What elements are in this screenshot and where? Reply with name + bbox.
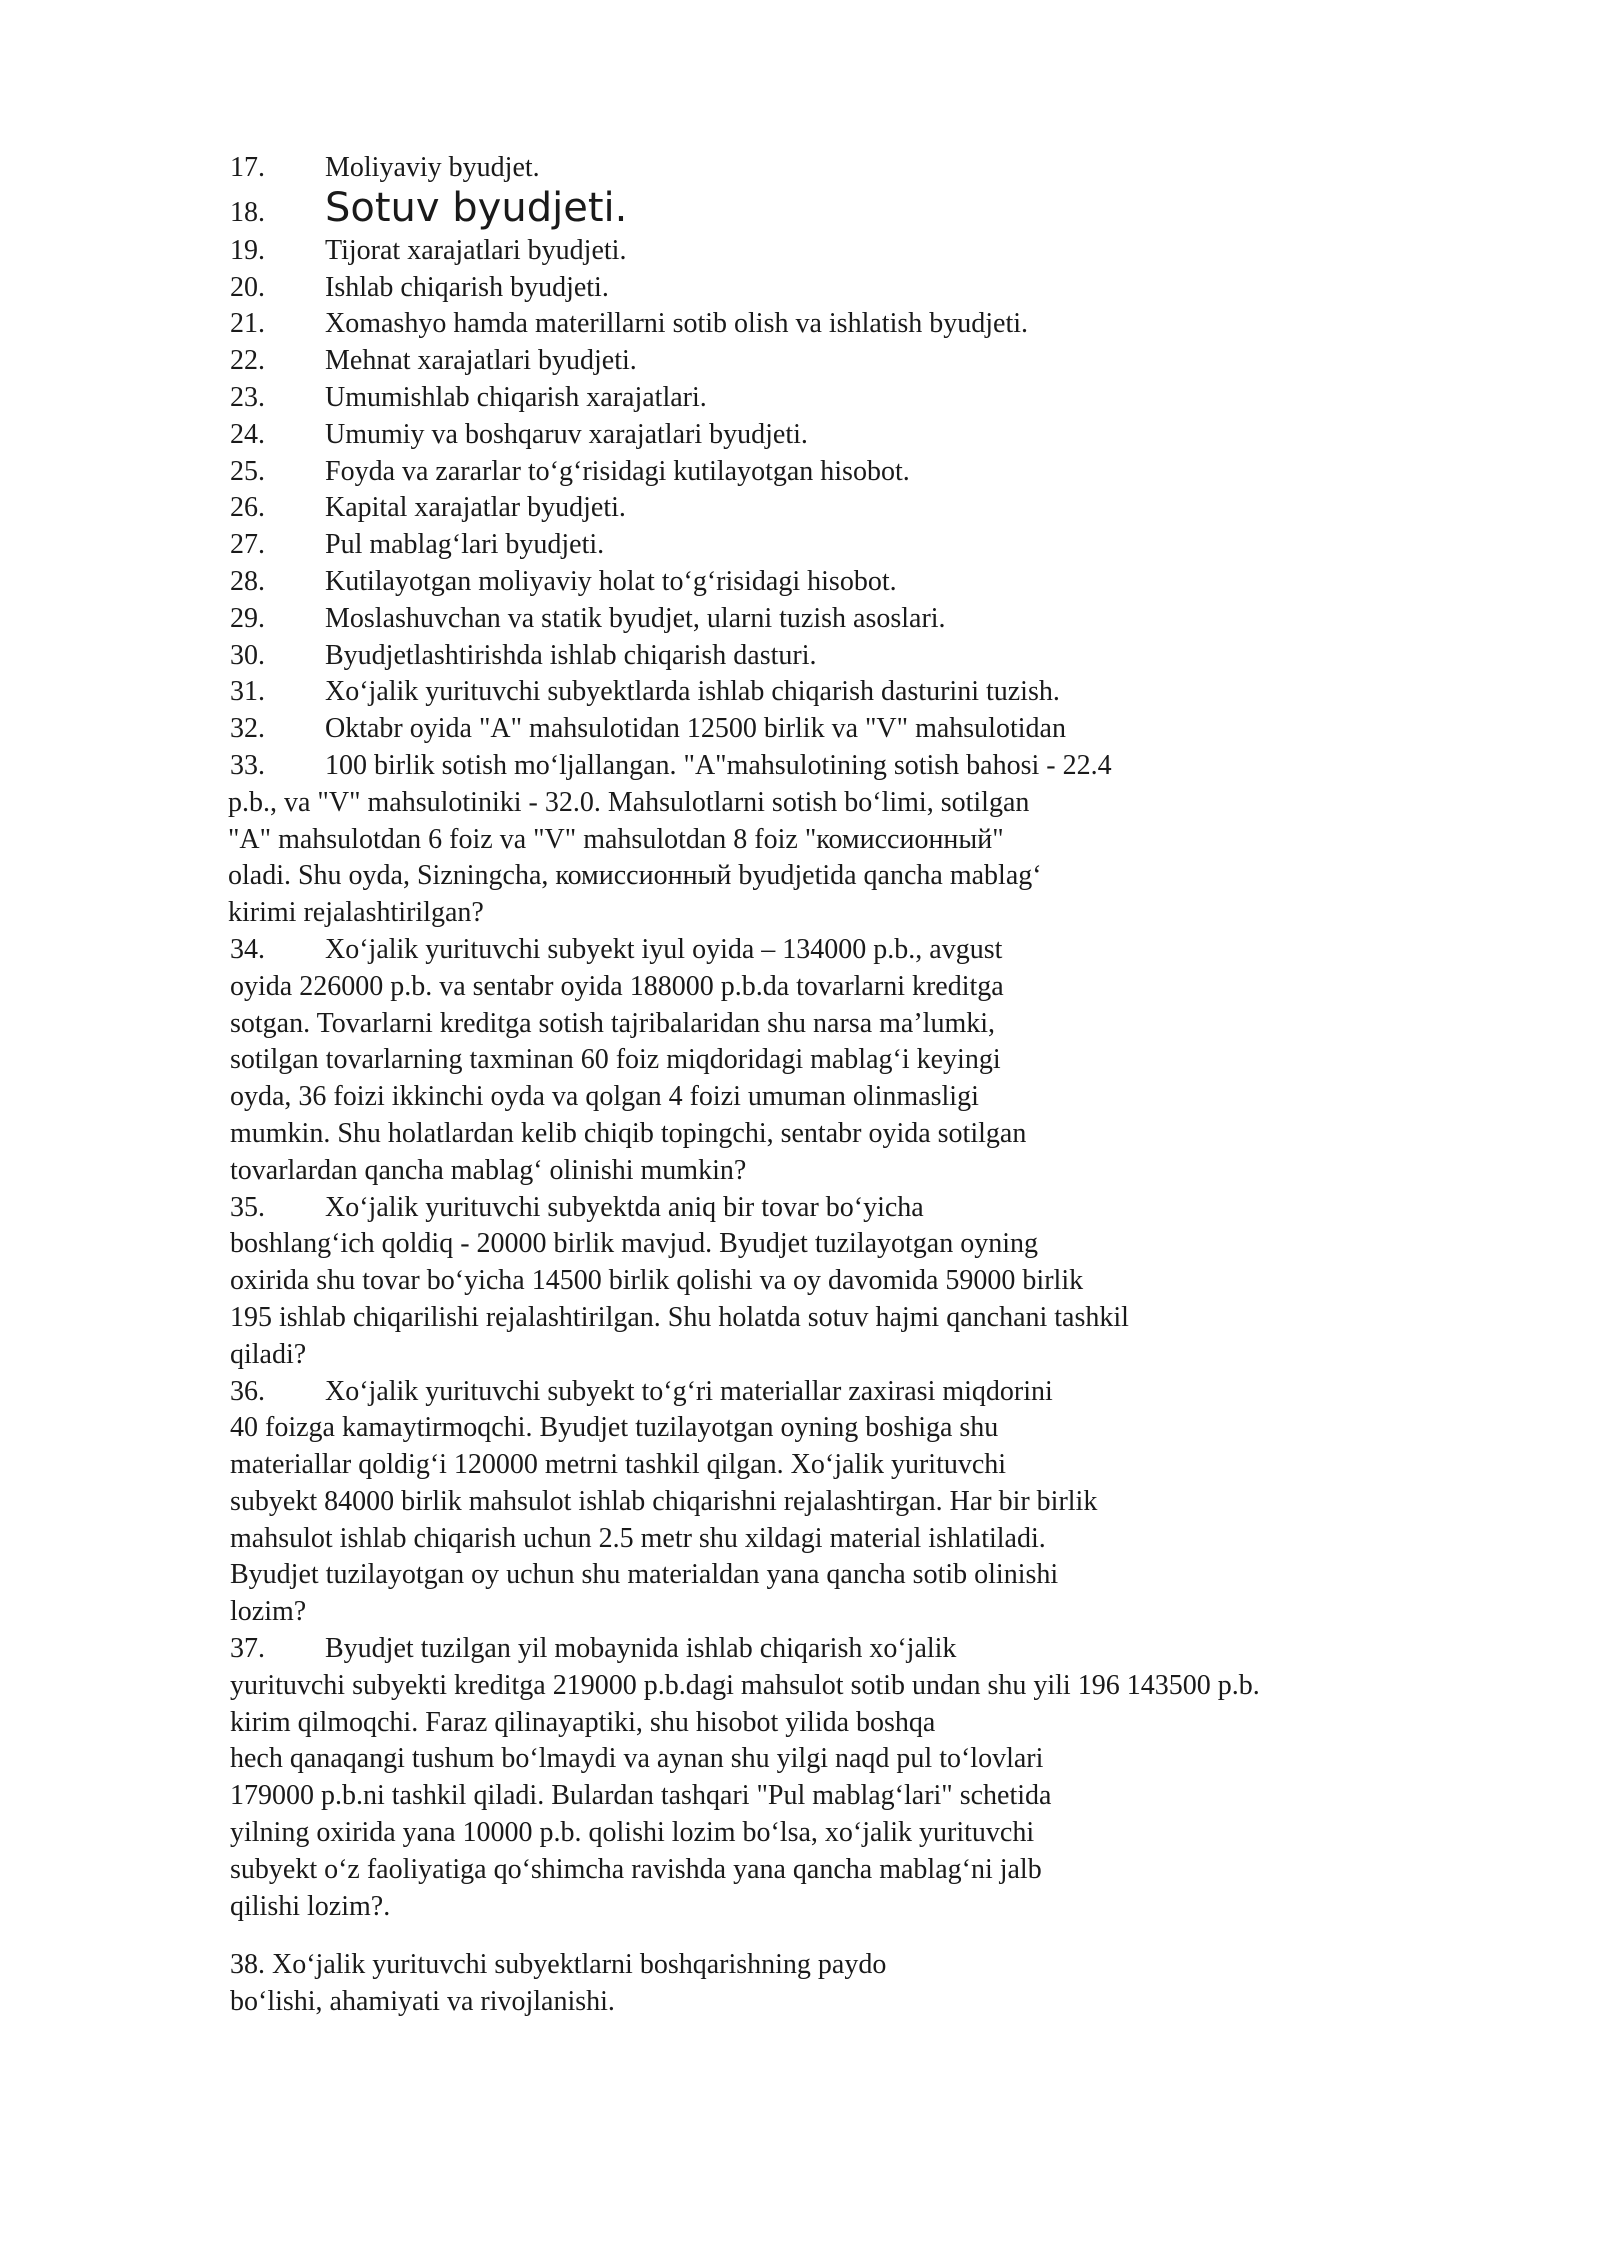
continuation-line: oladi. Shu oyda, Sizningcha, комиссионный byudjetida qancha mablag‘: [228, 860, 1042, 892]
list-item: [230, 748, 1470, 785]
item-number: 19.: [230, 234, 265, 266]
item-number: 24.: [230, 418, 265, 450]
list-item: [230, 711, 1470, 748]
continuation-line: sotilgan tovarlarning taxminan 60 foiz miqdoridagi mablag‘i keyingi: [230, 1044, 1001, 1076]
continuation-line: p.b., va "V" mahsulotiniki - 32.0. Mahsulotlarni sotish bo‘limi, sotilgan: [228, 786, 1030, 818]
item-number: 28.: [230, 565, 265, 597]
continuation-line: subyekt o‘z faoliyatiga qo‘shimcha ravishda yana qancha mablag‘ni jalb: [230, 1853, 1042, 1885]
continuation-line: Byudjet tuzilayotgan oy uchun shu materialdan yana qancha sotib olinishi: [230, 1559, 1059, 1591]
continuation-line: yilning oxirida yana 10000 p.b. qolishi lozim bo‘lsa, xo‘jalik yurituvchi: [230, 1817, 1035, 1849]
continuation-line: oxirida shu tovar bo‘yicha 14500 birlik qolishi va oy davomida 59000 birlik: [230, 1265, 1084, 1297]
item-text: Moliyaviy byudjet.: [325, 152, 540, 183]
list-item: [230, 184, 1470, 233]
item-text: Sotuv byudjeti.: [325, 184, 628, 231]
item-text: Kapital xarajatlar byudjeti.: [325, 492, 626, 524]
item-text: Ishlab chiqarish byudjeti.: [325, 271, 609, 303]
continuation-line: "A" mahsulotdan 6 foiz va "V" mahsulotdan 8 foiz "комиссионный": [228, 823, 1004, 855]
item-text: Byudjet tuzilgan yil mobaynida ishlab chiqarish xo‘jalik: [325, 1633, 957, 1665]
continuation-line: lozim?: [230, 1596, 307, 1628]
continuation-line: hech qanaqangi tushum bo‘lmaydi va aynan shu yilgi naqd pul to‘lovlari: [230, 1743, 1044, 1775]
list-item: [230, 527, 1470, 564]
list-item: [230, 674, 1470, 711]
continuation-line: qilishi lozim?.: [230, 1890, 391, 1922]
list-item: [230, 306, 1470, 343]
item-number: 31.: [230, 676, 265, 708]
item-text: Pul mablag‘lari byudjeti.: [325, 529, 605, 561]
item-text: Foyda va zararlar to‘g‘risidagi kutilayotgan hisobot.: [325, 455, 910, 487]
item-text: 100 birlik sotish mo‘ljallangan. "A"mahsulotining sotish bahosi - 22.4: [325, 749, 1112, 781]
item-text: Mehnat xarajatlari byudjeti.: [325, 345, 637, 377]
item-number: 34.: [230, 933, 265, 965]
item-number: 21.: [230, 308, 265, 340]
continuation-line: 40 foizga kamaytirmoqchi. Byudjet tuzilayotgan oyning boshiga shu: [230, 1412, 999, 1444]
continuation-line: kirim qilmoqchi. Faraz qilinayaptiki, shu hisobot yilida boshqa: [230, 1706, 936, 1738]
continuation-line: materiallar qoldig‘i 120000 metrni tashkil qilgan. Xo‘jalik yurituvchi: [230, 1449, 1007, 1481]
continuation-line: yurituvchi subyekti kreditga 219000 p.b.dagi mahsulot sotib undan shu yili 196 143500 p.b.: [230, 1669, 1260, 1701]
item-text: Tijorat xarajatlari byudjeti.: [325, 234, 627, 266]
item-number: 25.: [230, 455, 265, 487]
continuation-line: subyekt 84000 birlik mahsulot ishlab chiqarishni rejalashtirgan. Har bir birlik: [230, 1485, 1098, 1517]
list-item: [230, 233, 1470, 270]
continuation-line: bo‘lishi, ahamiyati va rivojlanishi.: [230, 1986, 615, 2018]
item-number: 35.: [230, 1191, 265, 1223]
continuation-line: oyida 226000 p.b. va sentabr oyida 188000 p.b.da tovarlarni kreditga: [230, 970, 1004, 1002]
item-text: Xo‘jalik yurituvchi subyektlarda ishlab chiqarish dasturini tuzish.: [325, 676, 1060, 708]
item-text: Umumishlab chiqarish xarajatlari.: [325, 381, 707, 413]
list-item: [230, 150, 1470, 187]
list-item: [230, 601, 1470, 638]
paragraph-gap: [230, 1925, 1470, 1947]
list-item: [230, 454, 1470, 491]
item-number: 17.: [230, 152, 265, 183]
list-item: [230, 380, 1470, 417]
item-text: Kutilayotgan moliyaviy holat to‘g‘risidagi hisobot.: [325, 565, 897, 597]
item-text: Byudjetlashtirishda ishlab chiqarish dasturi.: [325, 639, 817, 671]
continuation-line: boshlang‘ich qoldiq - 20000 birlik mavjud. Byudjet tuzilayotgan oyning: [230, 1228, 1039, 1260]
document-page: [230, 150, 1470, 2021]
list-item: [230, 417, 1470, 454]
item-text: Moslashuvchan va statik byudjet, ularni tuzish asoslari.: [325, 602, 946, 634]
continuation-line: 179000 p.b.ni tashkil qiladi. Bulardan tashqari "Pul mablag‘lari" schetida: [230, 1780, 1052, 1812]
item-text: Xo‘jalik yurituvchi subyekt iyul oyida – 134000 p.b., avgust: [325, 933, 1003, 965]
list-item: [230, 270, 1470, 307]
item-text: Xo‘jalik yurituvchi subyektda aniq bir tovar bo‘yicha: [325, 1191, 924, 1223]
list-item: [230, 490, 1470, 527]
continuation-line: mumkin. Shu holatlardan kelib chiqib topingchi, sentabr oyida sotilgan: [230, 1117, 1027, 1149]
continuation-line: 195 ishlab chiqarilishi rejalashtirilgan. Shu holatda sotuv hajmi qanchani tashkil: [230, 1301, 1129, 1333]
list-item: [230, 1374, 1470, 1411]
continuation-line: mahsulot ishlab chiqarish uchun 2.5 metr shu xildagi material ishlatiladi.: [230, 1522, 1046, 1554]
item-number: 36.: [230, 1375, 265, 1407]
list-item: [230, 1190, 1470, 1227]
item-text: Oktabr oyida "A" mahsulotidan 12500 birlik va "V" mahsulotidan: [325, 713, 1066, 745]
continuation-line: sotgan. Tovarlarni kreditga sotish tajribalaridan shu narsa ma’lumki,: [230, 1007, 995, 1039]
item-text: Xo‘jalik yurituvchi subyekt to‘g‘ri materiallar zaxirasi miqdorini: [325, 1375, 1053, 1407]
item-number: 33.: [230, 749, 265, 781]
list-item: [230, 932, 1470, 969]
item-text: Xomashyo hamda materillarni sotib olish va ishlatish byudjeti.: [325, 308, 1029, 340]
list-item: [230, 343, 1470, 380]
list-item: [230, 638, 1470, 675]
list-item: 38. Xo‘jalik yurituvchi subyektlarni boshqarishning paydo: [230, 1949, 887, 1981]
item-number: 26.: [230, 492, 265, 524]
continuation-line: qiladi?: [230, 1338, 307, 1370]
item-number: 23.: [230, 381, 265, 413]
continuation-line: tovarlardan qancha mablag‘ olinishi mumkin?: [230, 1154, 747, 1186]
continuation-line: oyda, 36 foizi ikkinchi oyda va qolgan 4 foizi umuman olinmasligi: [230, 1081, 979, 1113]
item-text: Umumiy va boshqaruv xarajatlari byudjeti.: [325, 418, 808, 450]
item-number: 30.: [230, 639, 265, 671]
item-number: 29.: [230, 602, 265, 634]
list-item: [230, 1631, 1470, 1668]
continuation-line: kirimi rejalashtirilgan?: [228, 897, 484, 929]
item-number: 37.: [230, 1633, 265, 1665]
item-number: 22.: [230, 345, 265, 377]
item-number: 32.: [230, 713, 265, 745]
item-number: 20.: [230, 271, 265, 303]
list-item: [230, 564, 1470, 601]
item-number: 18.: [230, 196, 265, 228]
item-number: 27.: [230, 529, 265, 561]
